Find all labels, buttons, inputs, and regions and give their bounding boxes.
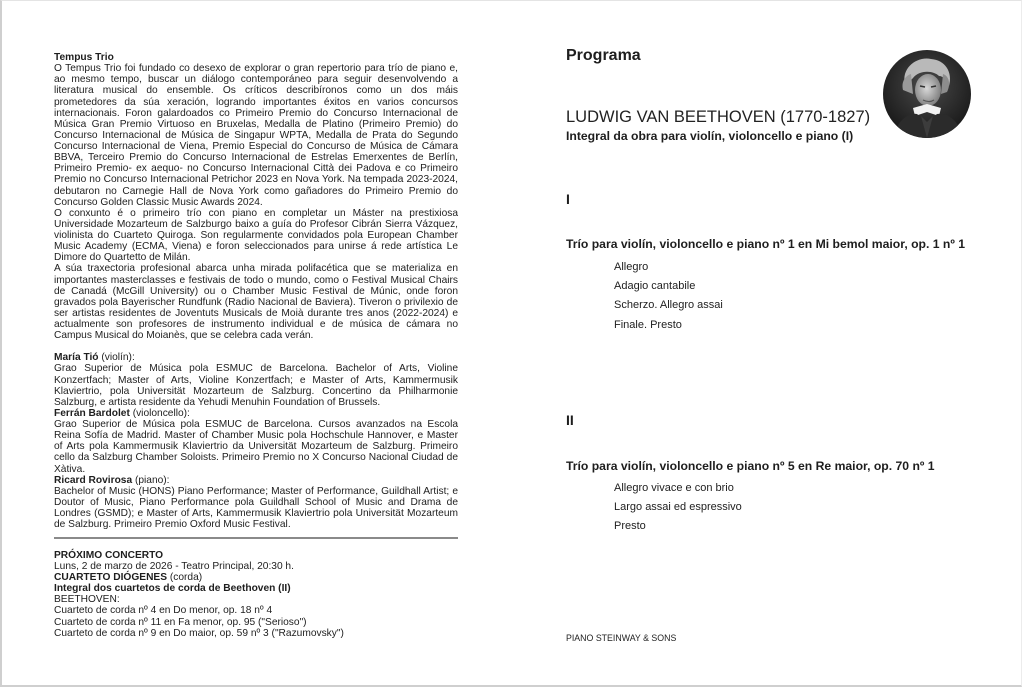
next-concert-cycle: Integral dos cuartetos de corda de Beethoven (II) bbox=[54, 583, 291, 595]
next-concert-ensemble-type: (corda) bbox=[167, 572, 203, 584]
composer-portrait bbox=[883, 50, 971, 138]
member-instrument: (violín): bbox=[98, 352, 135, 364]
movement: Adagio cantabile bbox=[614, 280, 696, 293]
member-name: Ricard Rovirosa bbox=[54, 474, 133, 486]
ensemble-paragraph: A súa traxectoria profesional abarca unha mirada polifacética que se materializa en importantes masterclasses e festivais de todo o mundo, como o Festival Musical Chairs de Canadá (McGill University) ou o Chamber Music Festival de Múnic, onde foron gravados pola Bayerischer Rundfunk (Radio Nacional de Baviera). Tiveron o privilexio de ser artistas residentes de Joventuts Musicals de Moià durante tres anos (2022-2024) e actualmente son profesores de instrumento individual e de música de cámara no Campus Musical do Moianès, que se celebra cada verán. bbox=[54, 263, 458, 342]
member-bio: Bachelor of Music (HONS) Piano Performance; Master of Performance, Guildhall Artist; e Doutor of Music, Piano Performance pola Guildhall School of Music and Drama de Londres (GSMD); e Master of Arts, Kammermusik Klaviertrio pola Universität Mozarteum de Salzburg. Primeiro Premio Oxford Music Festival. bbox=[54, 485, 458, 531]
movement-list bbox=[614, 479, 742, 537]
movement: Allegro bbox=[614, 261, 649, 273]
next-concert-composer: BEETHOVEN: bbox=[54, 594, 120, 606]
member-name: María Tió bbox=[54, 352, 99, 364]
member-bios bbox=[54, 352, 458, 530]
work-title: Trío para violín, violoncello e piano nº 5 en Re maior, op. 70 nº 1 bbox=[566, 459, 935, 473]
member-instrument: (piano): bbox=[132, 474, 170, 486]
part-numeral: II bbox=[566, 412, 574, 428]
ensemble-paragraph: O Tempus Trio foi fundado co desexo de explorar o gran repertorio para trío de piano e, ao mesmo tempo, buscar un diálogo contemporáneo para seguir desenvolvendo a literatura musical do ensemble. Os críticos describíronos como un dos máis prometedores da súa xeración, logrando importantes éxitos en varios concursos internacionais. Foron galardoados co Primeiro Premio do Concurso Internacional de Música Gran Premio Virtuoso en Bruxelas, Medalla de Platino (Primeiro Premio) do Concurso Internacional de Música de Singapur WPTA, Medalla de Prata do Segundo Concurso Internacional de Viena, Premio Especial do Concurso de Música de Cámara BBVA, Terceiro Premio do Concurso Internacional de Estrelas Emerxentes de Berlín, Primeiro Premio- ex aequo- no Concurso Internacional Città dei Padova e co Primeiro Premio no Concurso Internacional Petrichor 2023 en Nova York. Na tempada 2023-2024, debutaron no Carnegie Hall de Nova York como gañadores do Primeiro Premio do Concurso Golden Classic Music Awards 2024. bbox=[54, 63, 458, 208]
member-bio: Grao Superior de Música pola ESMUC de Barcelona. Bachelor of Arts, Violine Konzertfach; Master of Arts, Violine Konzertfach; e Master of Arts, Kammermusik Klaviertrio, pola Universität Mozarteum de Salzburg. Concertino da Philharmonie Salzburg, e artista residente da Yehudi Menuhin Foundation of Brussels. bbox=[54, 363, 458, 408]
part-numeral: I bbox=[566, 191, 570, 207]
movement: Finale. Presto bbox=[614, 318, 682, 331]
member-heading bbox=[54, 475, 458, 486]
ensemble-name: Tempus Trio bbox=[54, 52, 114, 63]
series-title: Integral da obra para violín, violoncello e piano (I) bbox=[566, 129, 854, 143]
next-concert-work: Cuarteto de corda nº 11 en Fa menor, op. 95 ("Serioso") bbox=[54, 616, 307, 628]
next-concert bbox=[54, 550, 458, 639]
portrait-image bbox=[883, 50, 971, 138]
piano-credit: PIANO STEINWAY & SONS bbox=[566, 633, 677, 643]
composer-name: LUDWIG VAN BEETHOVEN (1770-1827) bbox=[566, 108, 871, 126]
next-concert-work: Cuarteto de corda nº 4 en Do menor, op. 18 nº 4 bbox=[54, 605, 273, 617]
member-heading bbox=[54, 408, 458, 419]
member-instrument: (violoncello): bbox=[129, 407, 190, 419]
next-concert-work: Cuarteto de corda nº 9 en Do maior, op. 59 nº 3 ("Razumovsky") bbox=[54, 627, 344, 639]
movement-list bbox=[614, 258, 723, 335]
next-concert-date-venue: Luns, 2 de marzo de 2026 - Teatro Principal, 20:30 h. bbox=[54, 561, 294, 573]
next-concert-ensemble-name: CUARTETO DIÓGENES bbox=[54, 572, 168, 584]
left-page bbox=[54, 52, 458, 530]
movement: Presto bbox=[614, 520, 646, 533]
member-bio: Grao Superior de Música pola ESMUC de Barcelona. Cursos avanzados na Escola Reina Sofía de Madrid. Master of Chamber Music pola Hochschule Hannover, e Master of Arts pola Kammermusik Klaviertrio da Universität Mozarteum de Salzburg. Primeiro cello da Salzburg Chamber Soloists. Primeiro Premio no X Concurso Nacional Ciudad de Xàtiva. bbox=[54, 419, 458, 475]
program-title: Programa bbox=[566, 47, 641, 64]
movement: Largo assai ed espressivo bbox=[614, 501, 742, 514]
movement: Scherzo. Allegro assai bbox=[614, 299, 723, 312]
work-title: Trío para violín, violoncello e piano nº 1 en Mi bemol maior, op. 1 nº 1 bbox=[566, 237, 965, 251]
next-concert-heading: PRÓXIMO CONCERTO bbox=[54, 550, 164, 561]
member-name: Ferrán Bardolet bbox=[54, 407, 130, 419]
member-heading bbox=[54, 352, 458, 363]
ensemble-paragraph: O conxunto é o primeiro trío con piano en completar un Máster na prestixiosa Universidade Mozarteum de Salzburgo baixo a guía do Profesor Cibrán Sierra Vázquez, violinista do Cuarteto Quiroga. Son regularmente convidados pola European Chamber Music Academy (ECMA, Viena) e foron seleccionados para unirse á rede artística Le Dimore do Quartetto de Milán. bbox=[54, 207, 458, 264]
movement: Allegro vivace e con brio bbox=[614, 482, 734, 494]
section-divider bbox=[54, 537, 458, 539]
next-concert-ensemble bbox=[54, 572, 458, 583]
